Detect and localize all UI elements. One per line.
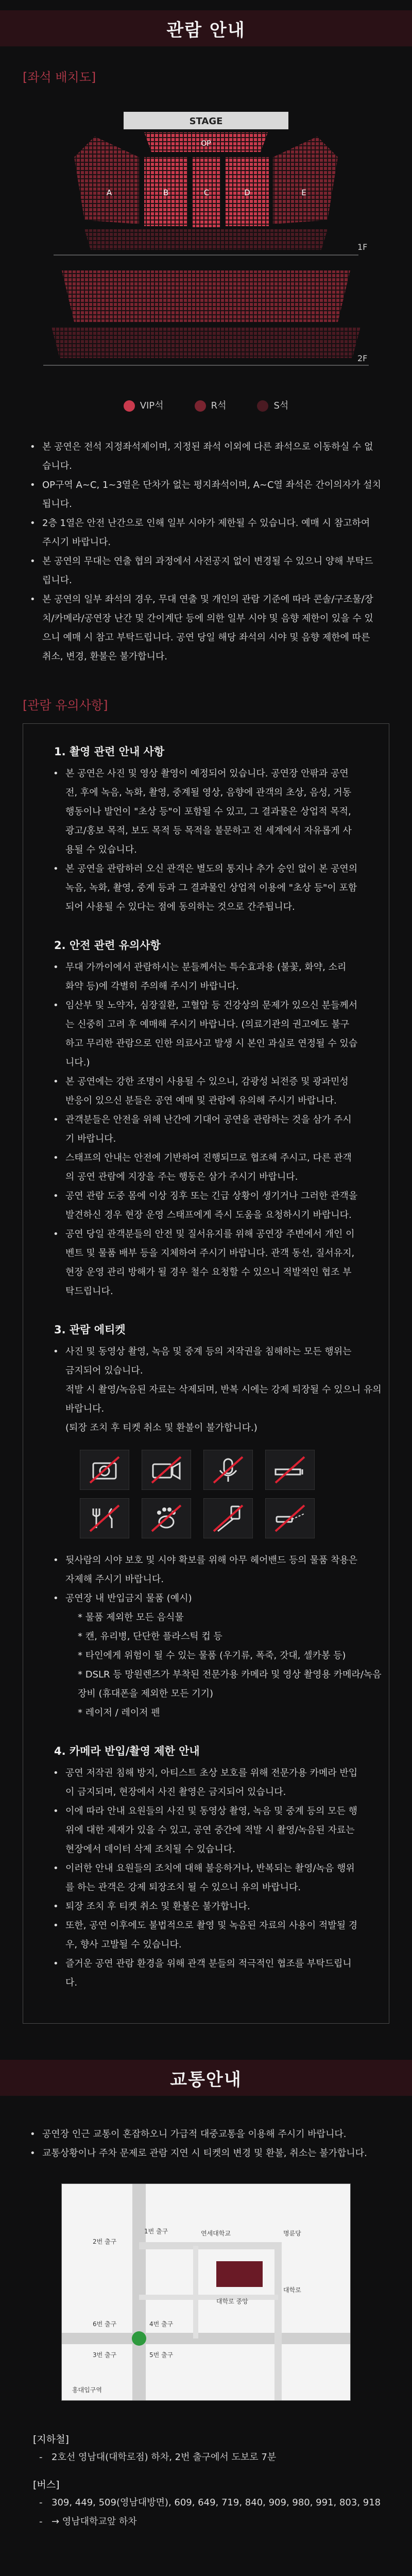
no-selfie-stick-icon [203,1498,253,1538]
list-item: • 공연 관람 도중 몸에 이상 징후 또는 긴급 상황이 생기거나 그러한 관객을 발견하신 경우 현장 운영 스태프에게 즉시 도움을 요청하시기 바랍니다. [53,1187,358,1225]
list-item: • 무대 가까이에서 관람하시는 분들께서는 특수효과용 (불꽃, 화약, 소리 화약 등)에 각별히 주의해 주시기 바랍니다. [53,958,358,996]
no-recording-icon [203,1450,253,1490]
list-item: - 309, 449, 509(영남대방면), 609, 649, 719, 840, 909, 980, 991, 803, 918 [39,2493,381,2512]
list-item: • 뒷사람의 시야 보호 및 시야 확보를 위해 아무 헤어밴드 등의 물품 착용은 자제해 주시기 바랍니다. [53,1551,358,1589]
list-item: • 본 공연에는 강한 조명이 사용될 수 있으니, 감광성 뇌전증 및 광과민성 반응이 있으신 분들은 공연 예매 및 관람에 유의해 주시기 바랍니다. [53,1072,358,1110]
map-label: 1번 출구 [144,2228,168,2235]
no-smoking-icon [265,1450,315,1490]
section-3-list [23,1342,389,1380]
bus-list [0,2493,412,2531]
vip-dot-icon [124,400,135,412]
seat-map [23,100,389,412]
list-item: • 본 공연은 전석 지정좌석제이며, 지정된 좌석 이외에 다른 좌석으로 이동하실 수 없습니다. [30,437,381,476]
section-2-title: 2. 안전 관련 유의사항 [54,939,161,952]
map-label: 2번 출구 [93,2238,117,2245]
legend-s [257,398,288,412]
caution-label: [관람 유의사항] [23,698,108,713]
list-item: - 2호선 영남대(대학로점) 하차, 2번 출구에서 도보로 7분 [39,2448,381,2467]
map-label: 홍대입구역 [72,2386,102,2394]
subway-title: [지하철] [33,2434,69,2445]
section-3-note-1: 적발 시 촬영/녹음된 자료는 삭제되며, 반복 시에는 강제 퇴장될 수 있으니 유의 바랍니다. [65,1384,382,1414]
banned-item: * 물품 제외한 모든 음식물 [78,1612,184,1623]
no-camera-icon [80,1450,129,1490]
label-b: B [163,188,169,197]
map-label: 5번 출구 [149,2351,174,2359]
prohibited-icons [80,1450,389,1538]
no-food-icon [80,1498,129,1538]
list-item: • 임산부 및 노약자, 심장질환, 고혈압 등 건강상의 문제가 있으신 분들께서는 신중히 고려 후 예매해 주시기 바랍니다. (의료기관의 권고에도 불구하고 무리한 관람으로 인한 의료사고 발생 시 본인 과실로 연정될 수 있습니다.) [53,996,358,1072]
map-label: 연세대학교 [201,2230,231,2237]
label-a: A [106,188,112,197]
list-item: • 공연 저작권 침해 방지, 아티스트 초상 보호를 위해 전문가용 카메라 반입이 금지되며, 현장에서 사진 촬영은 금지되어 있습니다. [53,1764,358,1802]
list-item: - → 영남대학교앞 하차 [39,2512,381,2531]
floor2-back [52,327,360,358]
list-item: • 퇴장 조치 후 티켓 취소 및 환불은 불가합니다. [53,1897,358,1916]
list-item: • 즐거운 공연 관람 환경을 위해 관객 분들의 적극적인 협조를 부탁드립니다. [53,1954,358,1992]
location-map [61,2183,351,2401]
caution-box [23,723,389,2024]
subway-station-icon [132,2331,146,2346]
list-item: • 이에 따라 안내 요원들의 사진 및 동영상 촬영, 녹음 및 중계 등의 모든 행위에 대한 제재가 있을 수 있고, 공연 중간에 적발 시 촬영/녹음된 자료는 현장에서 데이터 삭제 조치될 수 있습니다. [53,1802,358,1859]
seat-notes [0,437,412,666]
transport-band [0,2060,412,2096]
label-d: D [244,188,250,197]
banned-item: * 캔, 유리병, 단단한 플라스틱 컵 등 [78,1631,222,1642]
legend-r-label: R석 [211,400,227,411]
page-title: 관람 안내 [166,20,246,41]
op-label: OP [201,140,211,148]
section-4-list [23,1764,389,1992]
legend-r [195,398,227,412]
transport-notes [0,2125,412,2163]
legend-s-label: S석 [273,400,289,411]
floor2-label: 2F [357,353,368,363]
bus-title: [버스] [33,2479,60,2490]
no-pet-icon [142,1498,191,1538]
list-item: • 공연 당일 관객분들의 안전 및 질서유지를 위해 공연장 주변에서 개인 이벤트 및 물품 배부 등을 지체하여 주시기 바랍니다. 관객 동선, 질서유지, 현장 운영 관리 방해가 될 경우 철수 요청할 수 있으니 적발적인 협조 부탁드립니다. [53,1225,358,1301]
no-video-icon [142,1450,191,1490]
map-label: 대학로 중앙 [216,2298,248,2305]
list-item: • 본 공연을 관람하러 오신 관객은 별도의 통지나 추가 승인 없이 본 공연의 녹음, 녹화, 촬영, 중계 등과 그 결과물인 상업적 이용에 "초상 등"이 포함되어 사용될 수 있다는 점에 동의하는 것으로 간주됩니다. [53,859,358,917]
r-dot-icon [195,400,206,412]
seat-legend [23,398,389,412]
floor1-back-rows [84,229,328,250]
s-dot-icon [257,400,268,412]
label-c: C [203,188,210,197]
section-1-list [23,764,389,917]
map-label: 명륜당 [283,2230,301,2237]
header-band [0,10,412,46]
banned-item: * 레이저 / 레이저 펜 [78,1707,160,1718]
stage-label: STAGE [189,116,223,127]
banned-item: * DSLR 등 망원렌즈가 부착된 전문가용 카메라 및 영상 촬영용 카메라/녹음 장비 (휴대폰을 제외한 모든 기기) [78,1669,382,1699]
venue-marker [216,2261,263,2287]
label-e: E [301,188,306,197]
banned-item: * 타인에게 위험이 될 수 있는 물품 (우기류, 폭죽, 갓대, 셀카봉 등) [78,1650,346,1661]
map-label: 4번 출구 [149,2320,174,2328]
section-3-list-2 [23,1551,389,1608]
list-item: • OP구역 A~C, 1~3열은 단차가 없는 평지좌석이며, A~C열 좌석은 간이의자가 설치됩니다. [30,476,381,514]
list-item: • 또한, 공연 이후에도 불법적으로 촬영 및 녹음된 자료의 사용이 적발될 경우, 향사 고발될 수 있습니다. [53,1916,358,1954]
transport-title: 교통안내 [170,2069,242,2090]
list-item: • 교통상황이나 주차 문제로 관람 지연 시 티켓의 변경 및 환불, 취소는 불가합니다. [30,2144,381,2163]
list-item: • 스태프의 안내는 안전에 기반하여 진행되므로 협조해 주시고, 다른 관객의 공연 관람에 지장을 주는 행동은 삼가 주시기 바랍니다. [53,1148,358,1187]
list-item: • 공연장 인근 교통이 혼잡하오니 가급적 대중교통을 이용해 주시기 바랍니다. [30,2125,381,2144]
floor2-front [62,270,350,322]
map-label: 대학로 [283,2286,301,2294]
list-item: • 공연장 내 반입금지 물품 (예시) [53,1589,358,1608]
section-3-title: 3. 관람 에티켓 [54,1324,126,1336]
section-4-title: 4. 카메라 반입/촬영 제한 안내 [54,1745,200,1757]
list-item: • 본 공연은 사진 및 영상 촬영이 예정되어 있습니다. 공연장 안팎과 공연 전, 후에 녹음, 녹화, 촬영, 중계될 영상, 음향에 관객의 초상, 음성, 거동 행동이나 발언이 "초상 등"이 포함될 수 있고, 그 결과물은 상업적 목적, 광고/홍보 목적, 보도 목적 등 목적을 불문하고 전 세계에서 자유롭게 사용될 수 있습니다. [53,764,358,859]
legend-vip-label: VIP석 [140,400,164,411]
floor1-label: 1F [357,242,368,252]
section-2-list [23,958,389,1301]
list-item: • 이러한 안내 요원들의 조치에 대해 불응하거나, 반복되는 촬영/녹음 행위를 하는 관객은 강제 퇴장조치 될 수 있으니 유의 바랍니다. [53,1859,358,1897]
seat-section-label: [좌석 배치도] [23,70,96,84]
map-label: 6번 출구 [93,2320,117,2328]
section-1-title: 1. 촬영 관련 안내 사항 [54,745,165,758]
legend-vip [124,398,164,412]
list-item: • 2층 1열은 안전 난간으로 인해 일부 시야가 제한될 수 있습니다. 예매 시 참고하여 주시기 바랍니다. [30,514,381,552]
list-item: • 본 공연의 무대는 연출 협의 과정에서 사전공지 없이 변경될 수 있으니 양해 부탁드립니다. [30,552,381,590]
map-label: 3번 출구 [93,2351,117,2359]
seat-map-graphic [23,100,389,389]
section-3-note-2: (퇴장 조치 후 티켓 취소 및 환불이 불가합니다.) [65,1422,258,1433]
no-laser-icon [265,1498,315,1538]
list-item: • 본 공연의 일부 좌석의 경우, 무대 연출 및 개인의 관람 기준에 따라 콘솔/구조물/장치/카메라/공연장 난간 및 간이계단 등에 의한 일부 시야 및 음향 제한이 있을 수 있으니 예매 시 참고 부탁드립니다. 공연 당일 해당 좌석의 시야 및 음향 제한에 따른 취소, 변경, 환불은 불가합니다. [30,590,381,666]
subway-list [0,2448,412,2467]
list-item: • 관객분들은 안전을 위해 난간에 기대어 공연을 관람하는 것을 삼가 주시기 바랍니다. [53,1110,358,1148]
location-map-graphic [62,2184,350,2400]
list-item: • 사진 및 동영상 촬영, 녹음 및 중계 등의 저작권을 침해하는 모든 행위는 금지되어 있습니다. [53,1342,358,1380]
